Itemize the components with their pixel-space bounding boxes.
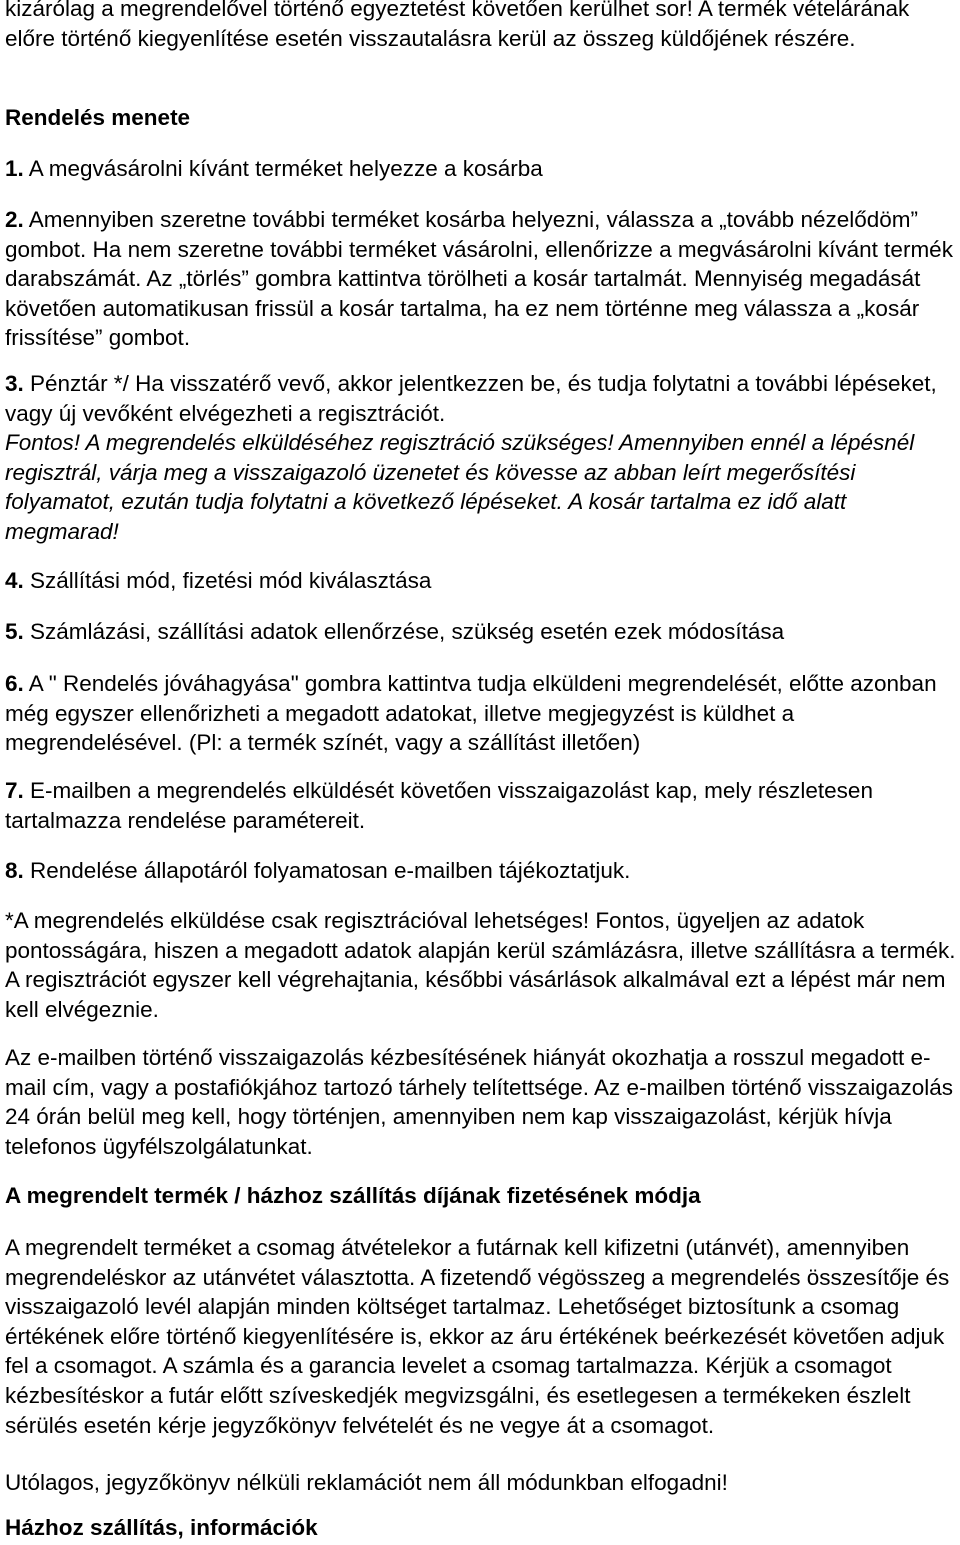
- step-text: Szállítási mód, fizetési mód kiválasztása: [23, 568, 432, 593]
- payment-heading: A megrendelt termék / házhoz szállítás díjának fizetésének módja: [5, 1183, 701, 1208]
- order-step-4: [5, 566, 956, 596]
- step-number: 3.: [5, 371, 24, 396]
- step-number: 7.: [5, 778, 24, 803]
- order-step-1: [5, 154, 956, 184]
- step-text: E-mailben a megrendelés elküldését követően visszaigazolást kap, mely részletesen tartalmazza rendelése paramétereit.: [5, 778, 873, 833]
- step-number: 4.: [5, 568, 24, 593]
- footnote-paragraph: *A megrendelés elküldése csak regisztrációval lehetséges! Fontos, ügyeljen az adatok pontosságára, hiszen a megadott adatok alapján kerül számlázásra, illetve szállításra a termék. A regisztrációt egyszer kell végrehajtania, későbbi vásárlások alkalmával ezt a lépést már nem kell elvégeznie.: [5, 908, 956, 1022]
- order-process-title: Rendelés menete: [5, 105, 191, 130]
- payment-paragraph: A megrendelt terméket a csomag átvételekor a futárnak kell kifizetni (utánvét), amennyiben megrendeléskor az utánvétet választotta. A fizetendő végösszeg a megrendelés összesítője és visszaigazoló levél alapján minden költséget tartalmaz. Lehetőséget biztosítunk a csomag értékének előre történő kiegyenlítésére is, ekkor az áru értékének beérkezését követően adjuk fel a csomagot. A számla és a garancia levelet a csomag tartalmazza. Kérjük a csomagot kézbesítéskor a futár előtt szíveskedjék megvizsgálni, és esetlegesen a termékeken észlelt sérülés esetén kérje jegyzőkönyv felvételét és ne vegye át a csomagot.: [5, 1235, 950, 1438]
- step-text: Amennyiben szeretne további terméket kosárba helyezni, válassza a „tovább nézelődöm” gombot. Ha nem szeretne további terméket vásárolni, ellenőrizze a megvásárolni kívánt termék darabszámát. Az „törlés” gombra kattintva törölheti a kosár tartalmát. Mennyiség megadását követően automatikusan frissül a kosár tartalma, ha ez nem történne meg válassza a „kosár frissítése” gombot.: [5, 207, 953, 351]
- step-3-note: Fontos! A megrendelés elküldéséhez regisztráció szükséges! Amennyiben ennél a lépésnél regisztrál, várja meg a visszaigazoló üzenetet és kövesse az abban leírt megerősítési folyamatot, ezután tudja folytatni a következő lépéseket. A kosár tartalma ez idő alatt megmarad!: [5, 430, 915, 544]
- order-step-6: [5, 669, 956, 758]
- delivery-heading: Házhoz szállítás, információk: [5, 1515, 318, 1540]
- step-number: 5.: [5, 619, 24, 644]
- intro-paragraph: kizárólag a megrendelővel történő egyeztetést követően kerülhet sor! A termék vételárának előre történő kiegyenlítése esetén visszautalásra kerül az összeg küldőjének részére.: [5, 0, 910, 51]
- order-step-8: [5, 856, 956, 886]
- step-text: Pénztár */ Ha visszatérő vevő, akkor jelentkezzen be, és tudja folytatni a további lépéseket, vagy új vevőként elvégezheti a regisztrációt.: [5, 371, 937, 426]
- step-text: A megvásárolni kívánt terméket helyezze a kosárba: [23, 156, 543, 181]
- email-note-paragraph: Az e-mailben történő visszaigazolás kézbesítésének hiányát okozhatja a rosszul megadott e-mail cím, vagy a postafiókjához tartozó tárhely telítettsége. Az e-mailben történő visszaigazolás 24 órán belül meg kell, hogy történjen, amennyiben nem kap visszaigazolást, kérjük hívja telefonos ügyfélszolgálatunkat.: [5, 1045, 953, 1159]
- step-text: Rendelése állapotáról folyamatosan e-mailben tájékoztatjuk.: [23, 858, 631, 883]
- order-step-5: [5, 617, 956, 647]
- step-text: A " Rendelés jóváhagyása" gombra kattintva tudja elküldeni megrendelését, előtte azonban még egyszer ellenőrizheti a megadott adatokat, illetve megjegyzést is küldhet a megrendelésével. (Pl: a termék színét, vagy a szállítást illetően): [5, 671, 937, 756]
- step-3-main: [5, 369, 956, 428]
- step-number: 8.: [5, 858, 24, 883]
- payment-paragraph-2: Utólagos, jegyzőkönyv nélküli reklamációt nem áll módunkban elfogadni!: [5, 1470, 728, 1495]
- step-number: 6.: [5, 671, 24, 696]
- order-step-3: [5, 369, 956, 547]
- step-text: Számlázási, szállítási adatok ellenőrzése, szükség esetén ezek módosítása: [23, 619, 785, 644]
- step-number: 1.: [5, 156, 24, 181]
- order-step-2: [5, 205, 956, 353]
- step-number: 2.: [5, 207, 24, 232]
- order-step-7: [5, 776, 956, 835]
